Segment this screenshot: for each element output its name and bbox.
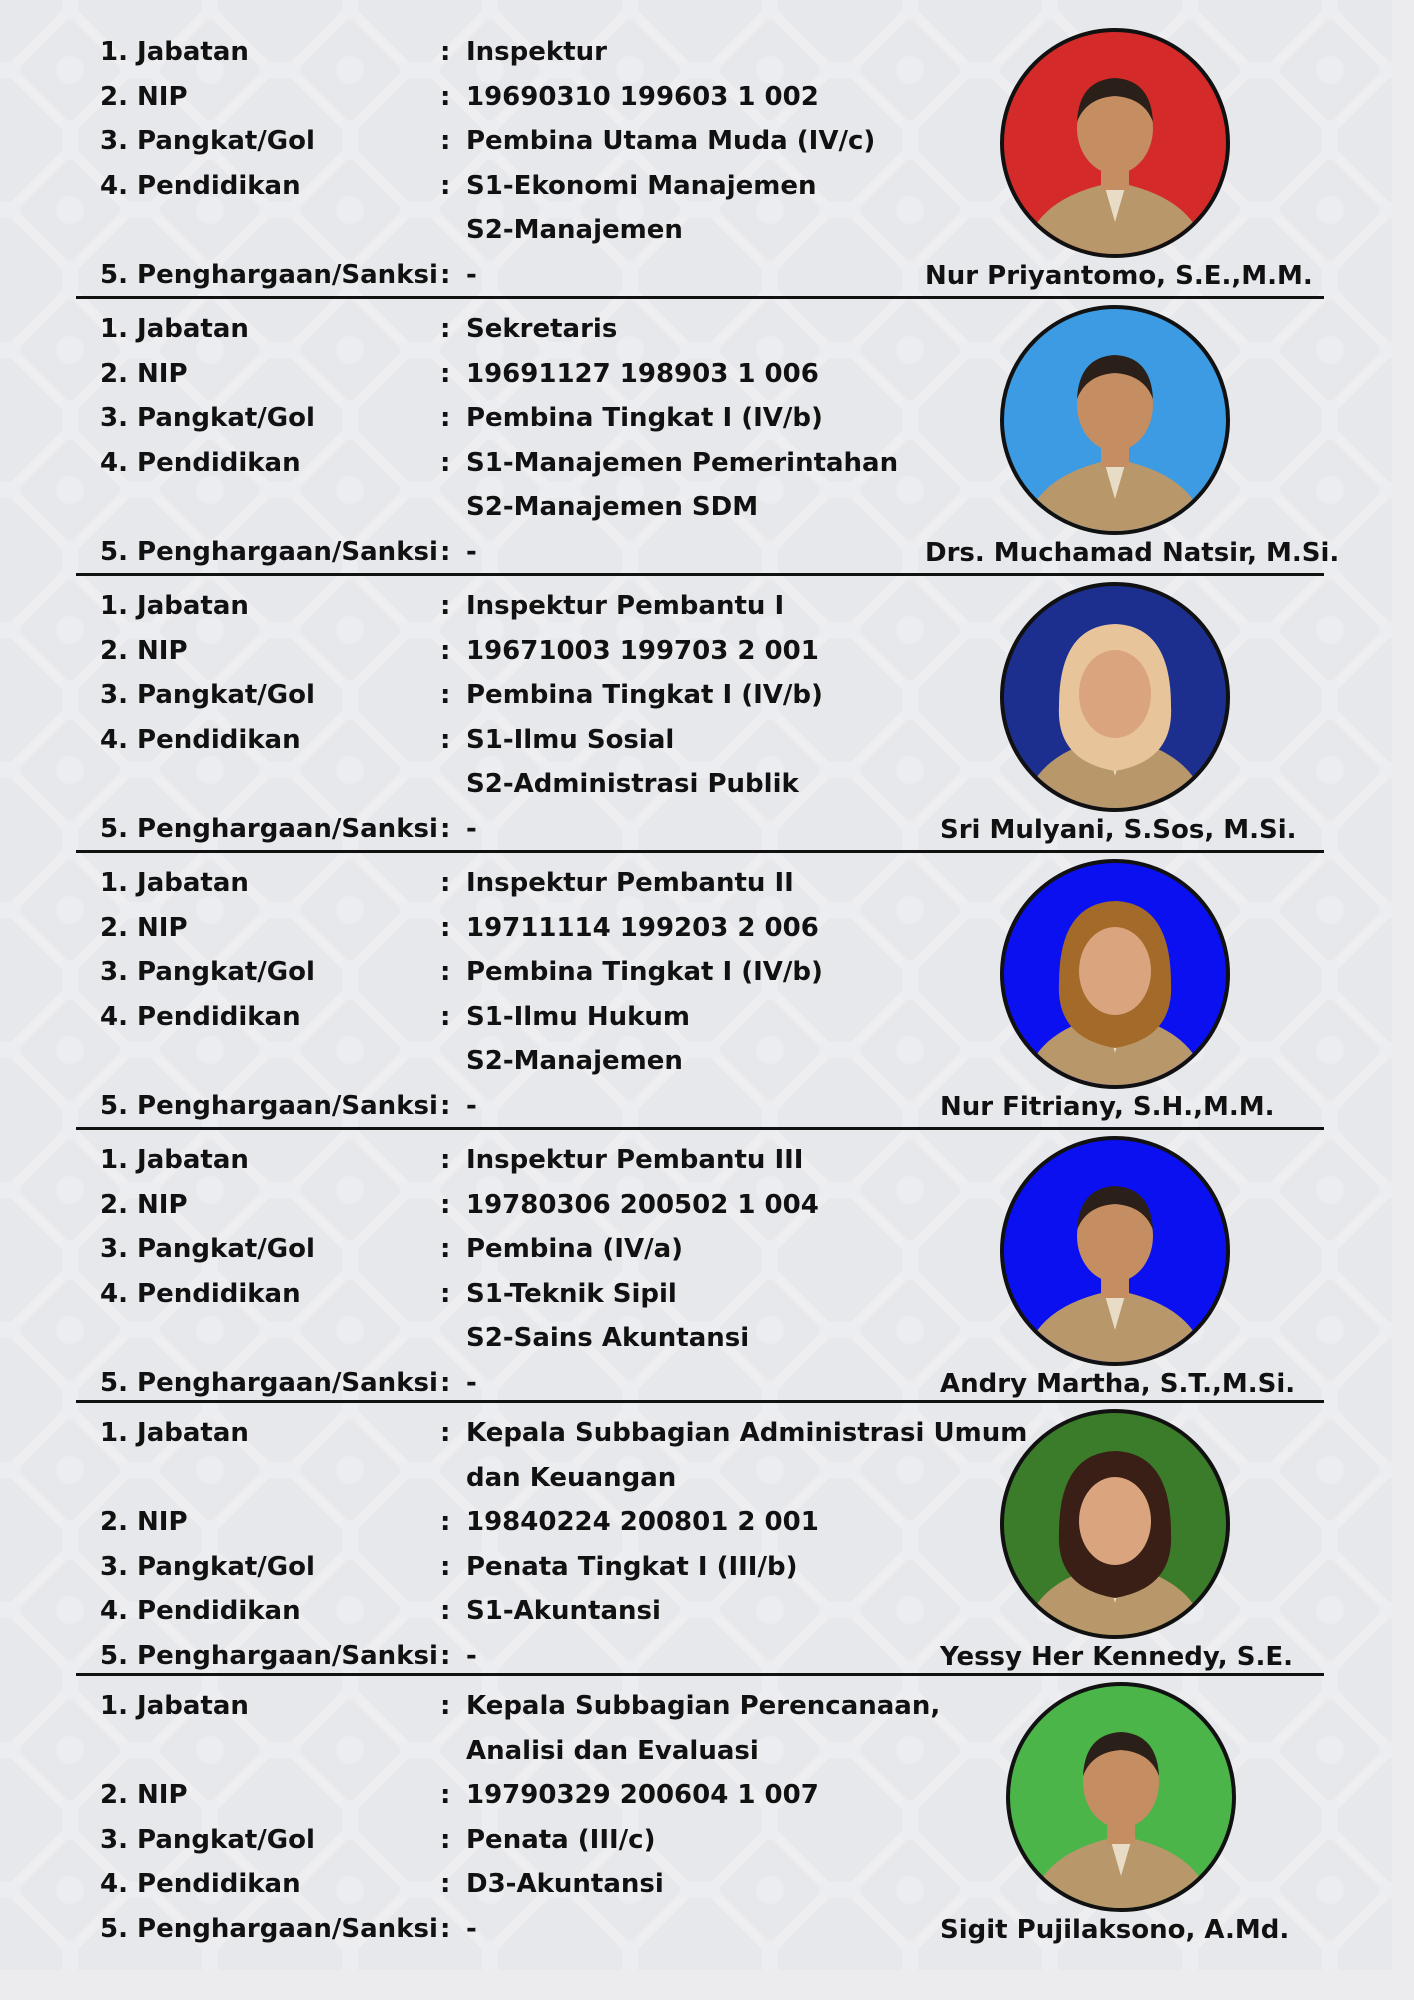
colon: : <box>440 81 451 112</box>
portrait-silhouette-icon <box>1004 863 1226 1085</box>
colon: : <box>440 1824 451 1855</box>
value-nip: 19671003 199703 2 001 <box>466 635 819 666</box>
label-jabatan: 1. Jabatan <box>100 1418 249 1448</box>
colon: : <box>440 1189 451 1220</box>
official-photo <box>1006 1682 1236 1912</box>
colon: : <box>440 358 451 389</box>
colon: : <box>440 1507 451 1538</box>
value-pangkat: Pembina Tingkat I (IV/b) <box>466 680 823 711</box>
colon: : <box>440 1551 451 1582</box>
section-divider <box>76 1673 1324 1676</box>
label-jabatan: 1. Jabatan <box>100 37 249 67</box>
section-divider <box>76 296 1324 299</box>
value-pendidikan: S2-Manajemen <box>466 215 683 246</box>
colon: : <box>440 957 451 988</box>
value-nip: 19780306 200502 1 004 <box>466 1189 819 1220</box>
label-pangkat: 3. Pangkat/Gol <box>100 680 315 711</box>
value-pendidikan: D3-Akuntansi <box>466 1869 664 1900</box>
label-jabatan: 1. Jabatan <box>100 868 249 898</box>
official-name: Nur Fitriany, S.H.,M.M. <box>940 1092 1275 1122</box>
official-name: Sigit Pujilaksono, A.Md. <box>940 1915 1290 1945</box>
label-pendidikan: 4. Pendidikan <box>100 170 301 201</box>
portrait-silhouette-icon <box>1004 1413 1226 1635</box>
value-pendidikan: S1-Teknik Sipil <box>466 1278 677 1309</box>
value-jabatan: Kepala Subbagian Administrasi Umum <box>466 1418 1028 1448</box>
label-pangkat: 3. Pangkat/Gol <box>100 126 315 157</box>
label-pendidikan: 4. Pendidikan <box>100 1596 301 1627</box>
label-penghargaan: 5. Penghargaan/Sanksi <box>100 814 438 844</box>
value-pangkat: Pembina Tingkat I (IV/b) <box>466 403 823 434</box>
colon: : <box>440 1418 451 1448</box>
value-pangkat: Pembina Utama Muda (IV/c) <box>466 126 876 157</box>
colon: : <box>440 1145 451 1175</box>
official-photo <box>1000 28 1230 258</box>
colon: : <box>440 126 451 157</box>
value-penghargaan: - <box>466 1914 477 1944</box>
official-photo <box>1000 305 1230 535</box>
value-penghargaan: - <box>466 1368 477 1398</box>
value-pangkat: Penata (III/c) <box>466 1824 656 1855</box>
official-name: Yessy Her Kennedy, S.E. <box>940 1642 1293 1672</box>
colon: : <box>440 1091 451 1121</box>
label-nip: 2. NIP <box>100 81 188 112</box>
colon: : <box>440 868 451 898</box>
value-jabatan: Inspektur <box>466 37 607 67</box>
label-pangkat: 3. Pangkat/Gol <box>100 1824 315 1855</box>
section-divider <box>76 1127 1324 1130</box>
value-jabatan: Inspektur Pembantu I <box>466 591 785 621</box>
label-pangkat: 3. Pangkat/Gol <box>100 403 315 434</box>
label-penghargaan: 5. Penghargaan/Sanksi <box>100 537 438 567</box>
section-divider <box>76 1400 1324 1403</box>
colon: : <box>440 260 451 290</box>
colon: : <box>440 1596 451 1627</box>
value-penghargaan: - <box>466 1641 477 1671</box>
colon: : <box>440 1869 451 1900</box>
colon: : <box>440 1278 451 1309</box>
portrait-silhouette-icon <box>1004 309 1226 531</box>
colon: : <box>440 1914 451 1944</box>
colon: : <box>440 314 451 344</box>
value-pendidikan: S1-Manajemen Pemerintahan <box>466 447 899 478</box>
label-jabatan: 1. Jabatan <box>100 314 249 344</box>
official-photo <box>1000 1136 1230 1366</box>
portrait-silhouette-icon <box>1004 1140 1226 1362</box>
label-nip: 2. NIP <box>100 635 188 666</box>
value-jabatan: Sekretaris <box>466 314 618 344</box>
colon: : <box>440 1001 451 1032</box>
official-name: Sri Mulyani, S.Sos, M.Si. <box>940 815 1297 845</box>
label-jabatan: 1. Jabatan <box>100 1691 249 1721</box>
colon: : <box>440 447 451 478</box>
value-penghargaan: - <box>466 537 477 567</box>
official-name: Andry Martha, S.T.,M.Si. <box>940 1369 1296 1399</box>
label-nip: 2. NIP <box>100 1507 188 1538</box>
colon: : <box>440 37 451 67</box>
label-penghargaan: 5. Penghargaan/Sanksi <box>100 1914 438 1944</box>
label-penghargaan: 5. Penghargaan/Sanksi <box>100 1368 438 1398</box>
value-jabatan: Inspektur Pembantu III <box>466 1145 804 1175</box>
colon: : <box>440 537 451 567</box>
section-divider <box>76 850 1324 853</box>
value-pangkat: Pembina (IV/a) <box>466 1234 684 1265</box>
value-jabatan: dan Keuangan <box>466 1462 677 1493</box>
label-penghargaan: 5. Penghargaan/Sanksi <box>100 1091 438 1121</box>
colon: : <box>440 912 451 943</box>
value-pangkat: Penata Tingkat I (III/b) <box>466 1551 798 1582</box>
label-pangkat: 3. Pangkat/Gol <box>100 1234 315 1265</box>
portrait-silhouette-icon <box>1004 32 1226 254</box>
official-photo <box>1000 1409 1230 1639</box>
value-pendidikan: S1-Ilmu Hukum <box>466 1001 691 1032</box>
value-pendidikan: S2-Sains Akuntansi <box>466 1323 750 1354</box>
label-pendidikan: 4. Pendidikan <box>100 724 301 755</box>
colon: : <box>440 1234 451 1265</box>
label-nip: 2. NIP <box>100 1189 188 1220</box>
label-penghargaan: 5. Penghargaan/Sanksi <box>100 1641 438 1671</box>
value-nip: 19711114 199203 2 006 <box>466 912 819 943</box>
colon: : <box>440 591 451 621</box>
colon: : <box>440 814 451 844</box>
official-name: Nur Priyantomo, S.E.,M.M. <box>925 261 1313 291</box>
colon: : <box>440 1368 451 1398</box>
value-jabatan: Kepala Subbagian Perencanaan, <box>466 1691 941 1721</box>
portrait-silhouette-icon <box>1004 586 1226 808</box>
label-jabatan: 1. Jabatan <box>100 1145 249 1175</box>
colon: : <box>440 403 451 434</box>
colon: : <box>440 1780 451 1811</box>
value-penghargaan: - <box>466 1091 477 1121</box>
portrait-silhouette-icon <box>1010 1686 1232 1908</box>
value-nip: 19691127 198903 1 006 <box>466 358 819 389</box>
value-pendidikan: S1-Akuntansi <box>466 1596 661 1627</box>
colon: : <box>440 680 451 711</box>
value-jabatan: Analisi dan Evaluasi <box>466 1735 759 1766</box>
label-pendidikan: 4. Pendidikan <box>100 1001 301 1032</box>
label-nip: 2. NIP <box>100 1780 188 1811</box>
official-name: Drs. Muchamad Natsir, M.Si. <box>925 538 1340 568</box>
colon: : <box>440 1641 451 1671</box>
label-pangkat: 3. Pangkat/Gol <box>100 957 315 988</box>
label-pendidikan: 4. Pendidikan <box>100 447 301 478</box>
official-photo <box>1000 582 1230 812</box>
value-nip: 19690310 199603 1 002 <box>466 81 819 112</box>
colon: : <box>440 170 451 201</box>
value-nip: 19840224 200801 2 001 <box>466 1507 819 1538</box>
value-nip: 19790329 200604 1 007 <box>466 1780 819 1811</box>
value-jabatan: Inspektur Pembantu II <box>466 868 794 898</box>
value-pendidikan: S2-Administrasi Publik <box>466 769 799 800</box>
label-nip: 2. NIP <box>100 912 188 943</box>
official-photo <box>1000 859 1230 1089</box>
value-pendidikan: S1-Ilmu Sosial <box>466 724 675 755</box>
section-divider <box>76 573 1324 576</box>
label-nip: 2. NIP <box>100 358 188 389</box>
label-pangkat: 3. Pangkat/Gol <box>100 1551 315 1582</box>
label-penghargaan: 5. Penghargaan/Sanksi <box>100 260 438 290</box>
value-penghargaan: - <box>466 260 477 290</box>
label-jabatan: 1. Jabatan <box>100 591 249 621</box>
colon: : <box>440 635 451 666</box>
colon: : <box>440 1691 451 1721</box>
value-pendidikan: S2-Manajemen SDM <box>466 492 759 523</box>
value-pangkat: Pembina Tingkat I (IV/b) <box>466 957 823 988</box>
value-penghargaan: - <box>466 814 477 844</box>
label-pendidikan: 4. Pendidikan <box>100 1278 301 1309</box>
value-pendidikan: S1-Ekonomi Manajemen <box>466 170 817 201</box>
label-pendidikan: 4. Pendidikan <box>100 1869 301 1900</box>
colon: : <box>440 724 451 755</box>
value-pendidikan: S2-Manajemen <box>466 1046 683 1077</box>
